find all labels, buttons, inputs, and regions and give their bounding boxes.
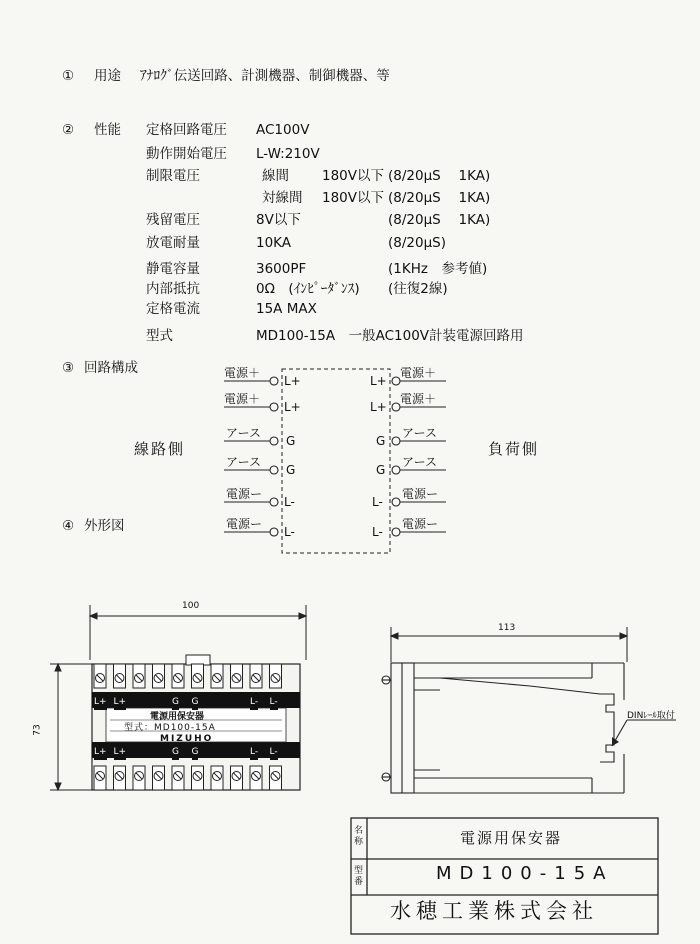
terminal-left: G [286,434,296,448]
terminal-left: L+ [284,374,301,388]
wire-label-right: 電源＋ [400,392,437,406]
terminal-label: L+ [94,744,107,760]
spec-name: 型式 [146,328,173,344]
load-side-label: 負荷側 [488,440,540,458]
sec1-num: ① [62,68,75,84]
spec-cond: (8/20μS 1KA) [388,190,491,206]
spec-name: 残留電圧 [146,212,200,228]
wire-label-right: 電源ー [402,517,439,531]
wire-label-left: 電源ー [226,517,263,531]
wire-label-right: 電源ー [402,487,439,501]
terminal-label: L- [250,744,258,760]
title-model-value: MD100-15A [436,863,614,884]
brand-logo: MIZUHO [160,734,214,744]
terminal-right: L+ [370,374,387,388]
title-model-label: 型番 [354,866,364,887]
sec4-num: ④ [62,518,75,534]
company-name: 水穂工業株式会社 [390,899,598,923]
spec-name: 定格回路電圧 [146,122,227,138]
title-name-value: 電源用保安器 [460,829,563,847]
spec-name: 放電耐量 [146,235,200,251]
spec-value: MD100-15A 一般AC100V計装電源回路用 [256,328,524,344]
spec-value: 10KA [256,235,292,251]
sec4-label: 外形図 [84,518,125,534]
wire-label-left: アース [226,426,262,440]
line-side-label: 線路側 [134,440,186,458]
spec-value: 180V以下 [322,168,385,184]
spec-cond: (8/20μS 1KA) [388,212,491,228]
sec2-label: 性能 [94,122,121,138]
terminal-label: L- [270,694,278,710]
wire-label-left: 電源＋ [224,366,261,380]
sec3-label: 回路構成 [84,360,138,376]
spec-value: 15A MAX [256,301,317,317]
spec-sub: 対線間 [262,190,303,206]
wire-label-left: 電源ー [226,487,263,501]
title-name-label: 名称 [354,826,364,847]
device-label-model: 型式：MD100-15A [124,723,216,733]
terminal-label: L+ [94,694,107,710]
terminal-right: G [376,434,386,448]
wire-label-left: 電源＋ [224,392,261,406]
spec-value: 0Ω (ｲﾝﾋﾟｰﾀﾞﾝｽ) [256,281,360,297]
terminal-label: G [172,694,179,710]
spec-cond: (8/20μS) [388,235,447,251]
sec3-num: ③ [62,360,75,376]
terminal-left: G [286,463,296,477]
wire-label-right: 電源＋ [400,366,437,380]
spec-cond: (往復2線) [388,281,448,297]
sec1-label: 用途 [94,68,121,84]
spec-value: 180V以下 [322,190,385,206]
spec-sub: 線間 [262,168,289,184]
spec-name: 制限電圧 [146,168,200,184]
spec-value: 8V以下 [256,212,301,228]
spec-name: 定格電流 [146,301,200,317]
spec-cond: (8/20μS 1KA) [388,168,491,184]
spec-value: L-W:210V [256,146,320,162]
terminal-right: L+ [370,400,387,414]
din-rail-note: DINﾚｰﾙ取付 [627,711,675,721]
terminal-label: G [192,694,199,710]
sec1-text: ｱﾅﾛｸﾞ伝送回路、計測機器、制御機器、等 [140,68,390,84]
spec-name: 内部抵抗 [146,281,200,297]
sec2-num: ② [62,122,75,138]
terminal-label: L- [270,744,278,760]
spec-value: AC100V [256,122,310,138]
terminal-right: G [376,463,386,477]
terminal-label: L+ [114,744,127,760]
terminal-label: G [172,744,179,760]
device-label-name: 電源用保安器 [150,712,205,722]
wire-label-right: アース [402,455,438,469]
width-dimension: 100 [182,601,200,611]
terminal-label: G [192,744,199,760]
depth-dimension: 113 [498,623,516,633]
terminal-left: L+ [284,400,301,414]
terminal-label: L- [250,694,258,710]
spec-value: 3600PF [256,261,307,277]
terminal-left: L- [284,495,295,509]
wire-label-left: アース [226,455,262,469]
terminal-right: L- [372,525,383,539]
spec-name: 静電容量 [146,261,200,277]
terminal-right: L- [372,495,383,509]
terminal-left: L- [284,525,295,539]
terminal-label: L+ [114,694,127,710]
spec-name: 動作開始電圧 [146,146,227,162]
height-dimension: 73 [32,724,43,736]
wire-label-right: アース [402,426,438,440]
spec-cond: (1KHz 参考値) [388,261,488,277]
